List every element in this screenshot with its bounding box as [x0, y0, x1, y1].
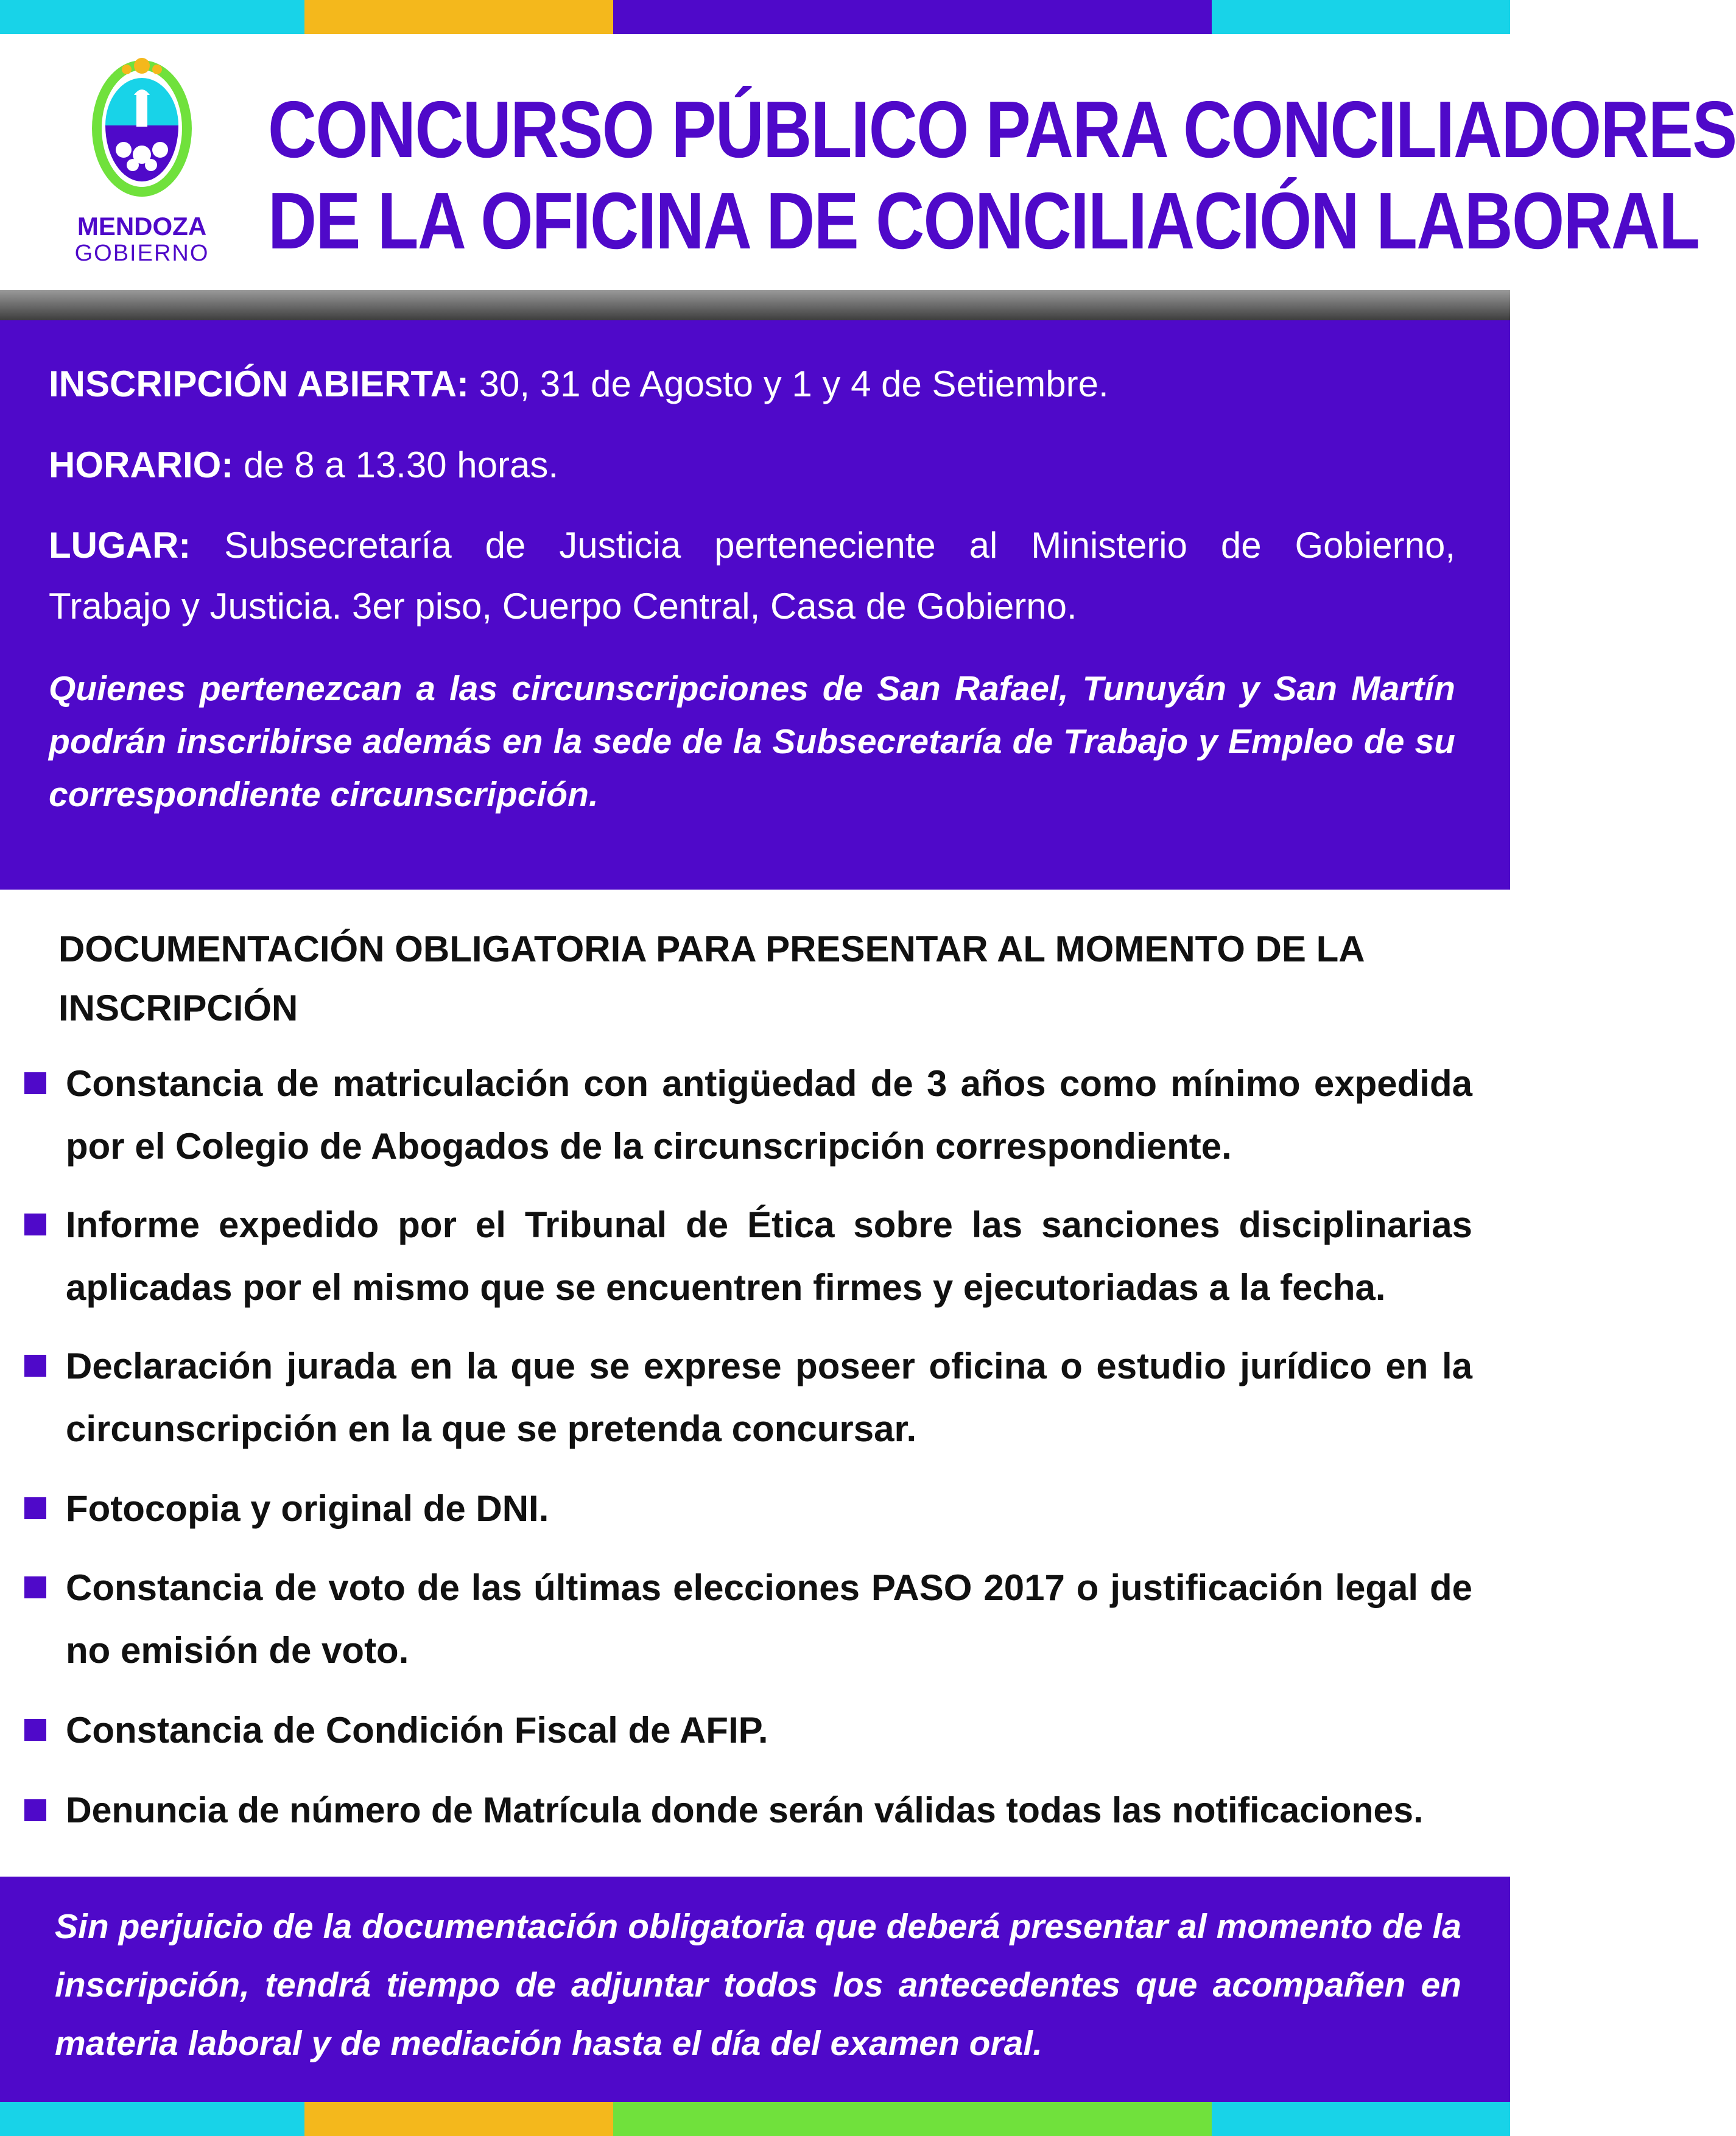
top-color-stripe [0, 0, 1510, 34]
horario-line [49, 435, 1455, 496]
list-item-text: Informe expedido por el Tribunal de Ética sobre las sanciones disciplinarias aplicadas por el mismo que se encuentren firmes y ejecutoriadas a la fecha. [66, 1204, 1472, 1308]
bullet-square-icon [24, 1072, 46, 1094]
title-line-2: DE LA OFICINA DE CONCILIACIÓN LABORAL [268, 176, 1699, 265]
stripe-segment-yellow [304, 0, 613, 34]
bottom-color-stripe [0, 2102, 1510, 2136]
stripe-segment-green [613, 2102, 1212, 2136]
list-item-text: Declaración jurada en la que se exprese poseer oficina o estudio jurídico en la circunscripción en la que se pretenda concursar. [66, 1346, 1472, 1449]
stripe-segment-yellow [304, 2102, 613, 2136]
title-line-1: CONCURSO PÚBLICO PARA CONCILIADORES [268, 85, 1736, 174]
header-divider [0, 290, 1510, 320]
circunscripciones-note: Quienes pertenezcan a las circunscripciones de San Rafael, Tunuyán y San Martín podrán inscribirse además en la sede de la Subsecretaría de Trabajo y Empleo de su correspondiente circunscripción. [49, 669, 1455, 814]
bullet-square-icon [24, 1799, 46, 1821]
bullet-square-icon [24, 1719, 46, 1741]
logo-sub-text: GOBIERNO [74, 241, 209, 266]
documentation-title: DOCUMENTACIÓN OBLIGATORIA PARA PRESENTAR AL MOMENTO DE LA INSCRIPCIÓN [58, 929, 1364, 1028]
bullet-square-icon [24, 1355, 46, 1377]
list-item-text: Constancia de voto de las últimas elecciones PASO 2017 o justificación legal de no emisión de voto. [66, 1567, 1472, 1671]
inscripcion-value: 30, 31 de Agosto y 1 y 4 de Setiembre. [469, 364, 1109, 404]
page-title [268, 84, 1736, 267]
list-item-text: Constancia de Condición Fiscal de AFIP. [66, 1710, 768, 1751]
header [0, 34, 1736, 290]
stripe-segment-cyan-right [1212, 2102, 1510, 2136]
bullet-square-icon [24, 1576, 46, 1598]
logo-brand-text: MENDOZA [77, 212, 207, 241]
stripe-segment-cyan [0, 2102, 304, 2136]
inscripcion-label: INSCRIPCIÓN ABIERTA: [49, 364, 469, 404]
list-item-text: Denuncia de número de Matrícula donde serán válidas todas las notificaciones. [66, 1790, 1424, 1830]
mendoza-gobierno-logo [60, 52, 224, 272]
bullet-square-icon [24, 1497, 46, 1519]
horario-value: de 8 a 13.30 horas. [233, 444, 559, 485]
lugar-line [49, 515, 1455, 637]
stripe-segment-purple [613, 0, 1212, 34]
list-item-text: Fotocopia y original de DNI. [66, 1488, 549, 1529]
footer-note: Sin perjuicio de la documentación obligatoria que deberá presentar al momento de la inscripción, tendrá tiempo de adjuntar todos los antecedentes que acompañen en materia laboral y de mediación hasta el día del examen oral. [55, 1907, 1461, 2063]
horario-label: HORARIO: [49, 444, 234, 485]
bullet-square-icon [24, 1214, 46, 1235]
stripe-segment-cyan [0, 0, 304, 34]
inscripcion-line [49, 354, 1455, 415]
lugar-value-2: Trabajo y Justicia. 3er piso, Cuerpo Central, Casa de Gobierno. [49, 586, 1077, 627]
list-item-text: Constancia de matriculación con antigüedad de 3 años como mínimo expedida por el Colegio de Abogados de la circunscripción correspondiente. [66, 1063, 1472, 1167]
lugar-label: LUGAR: [49, 525, 191, 566]
footer-band [0, 1877, 1510, 2102]
lugar-value-1: Subsecretaría de Justicia perteneciente al Ministerio de Gobierno, [191, 525, 1455, 566]
info-band [0, 320, 1510, 890]
stripe-segment-cyan-right [1212, 0, 1510, 34]
